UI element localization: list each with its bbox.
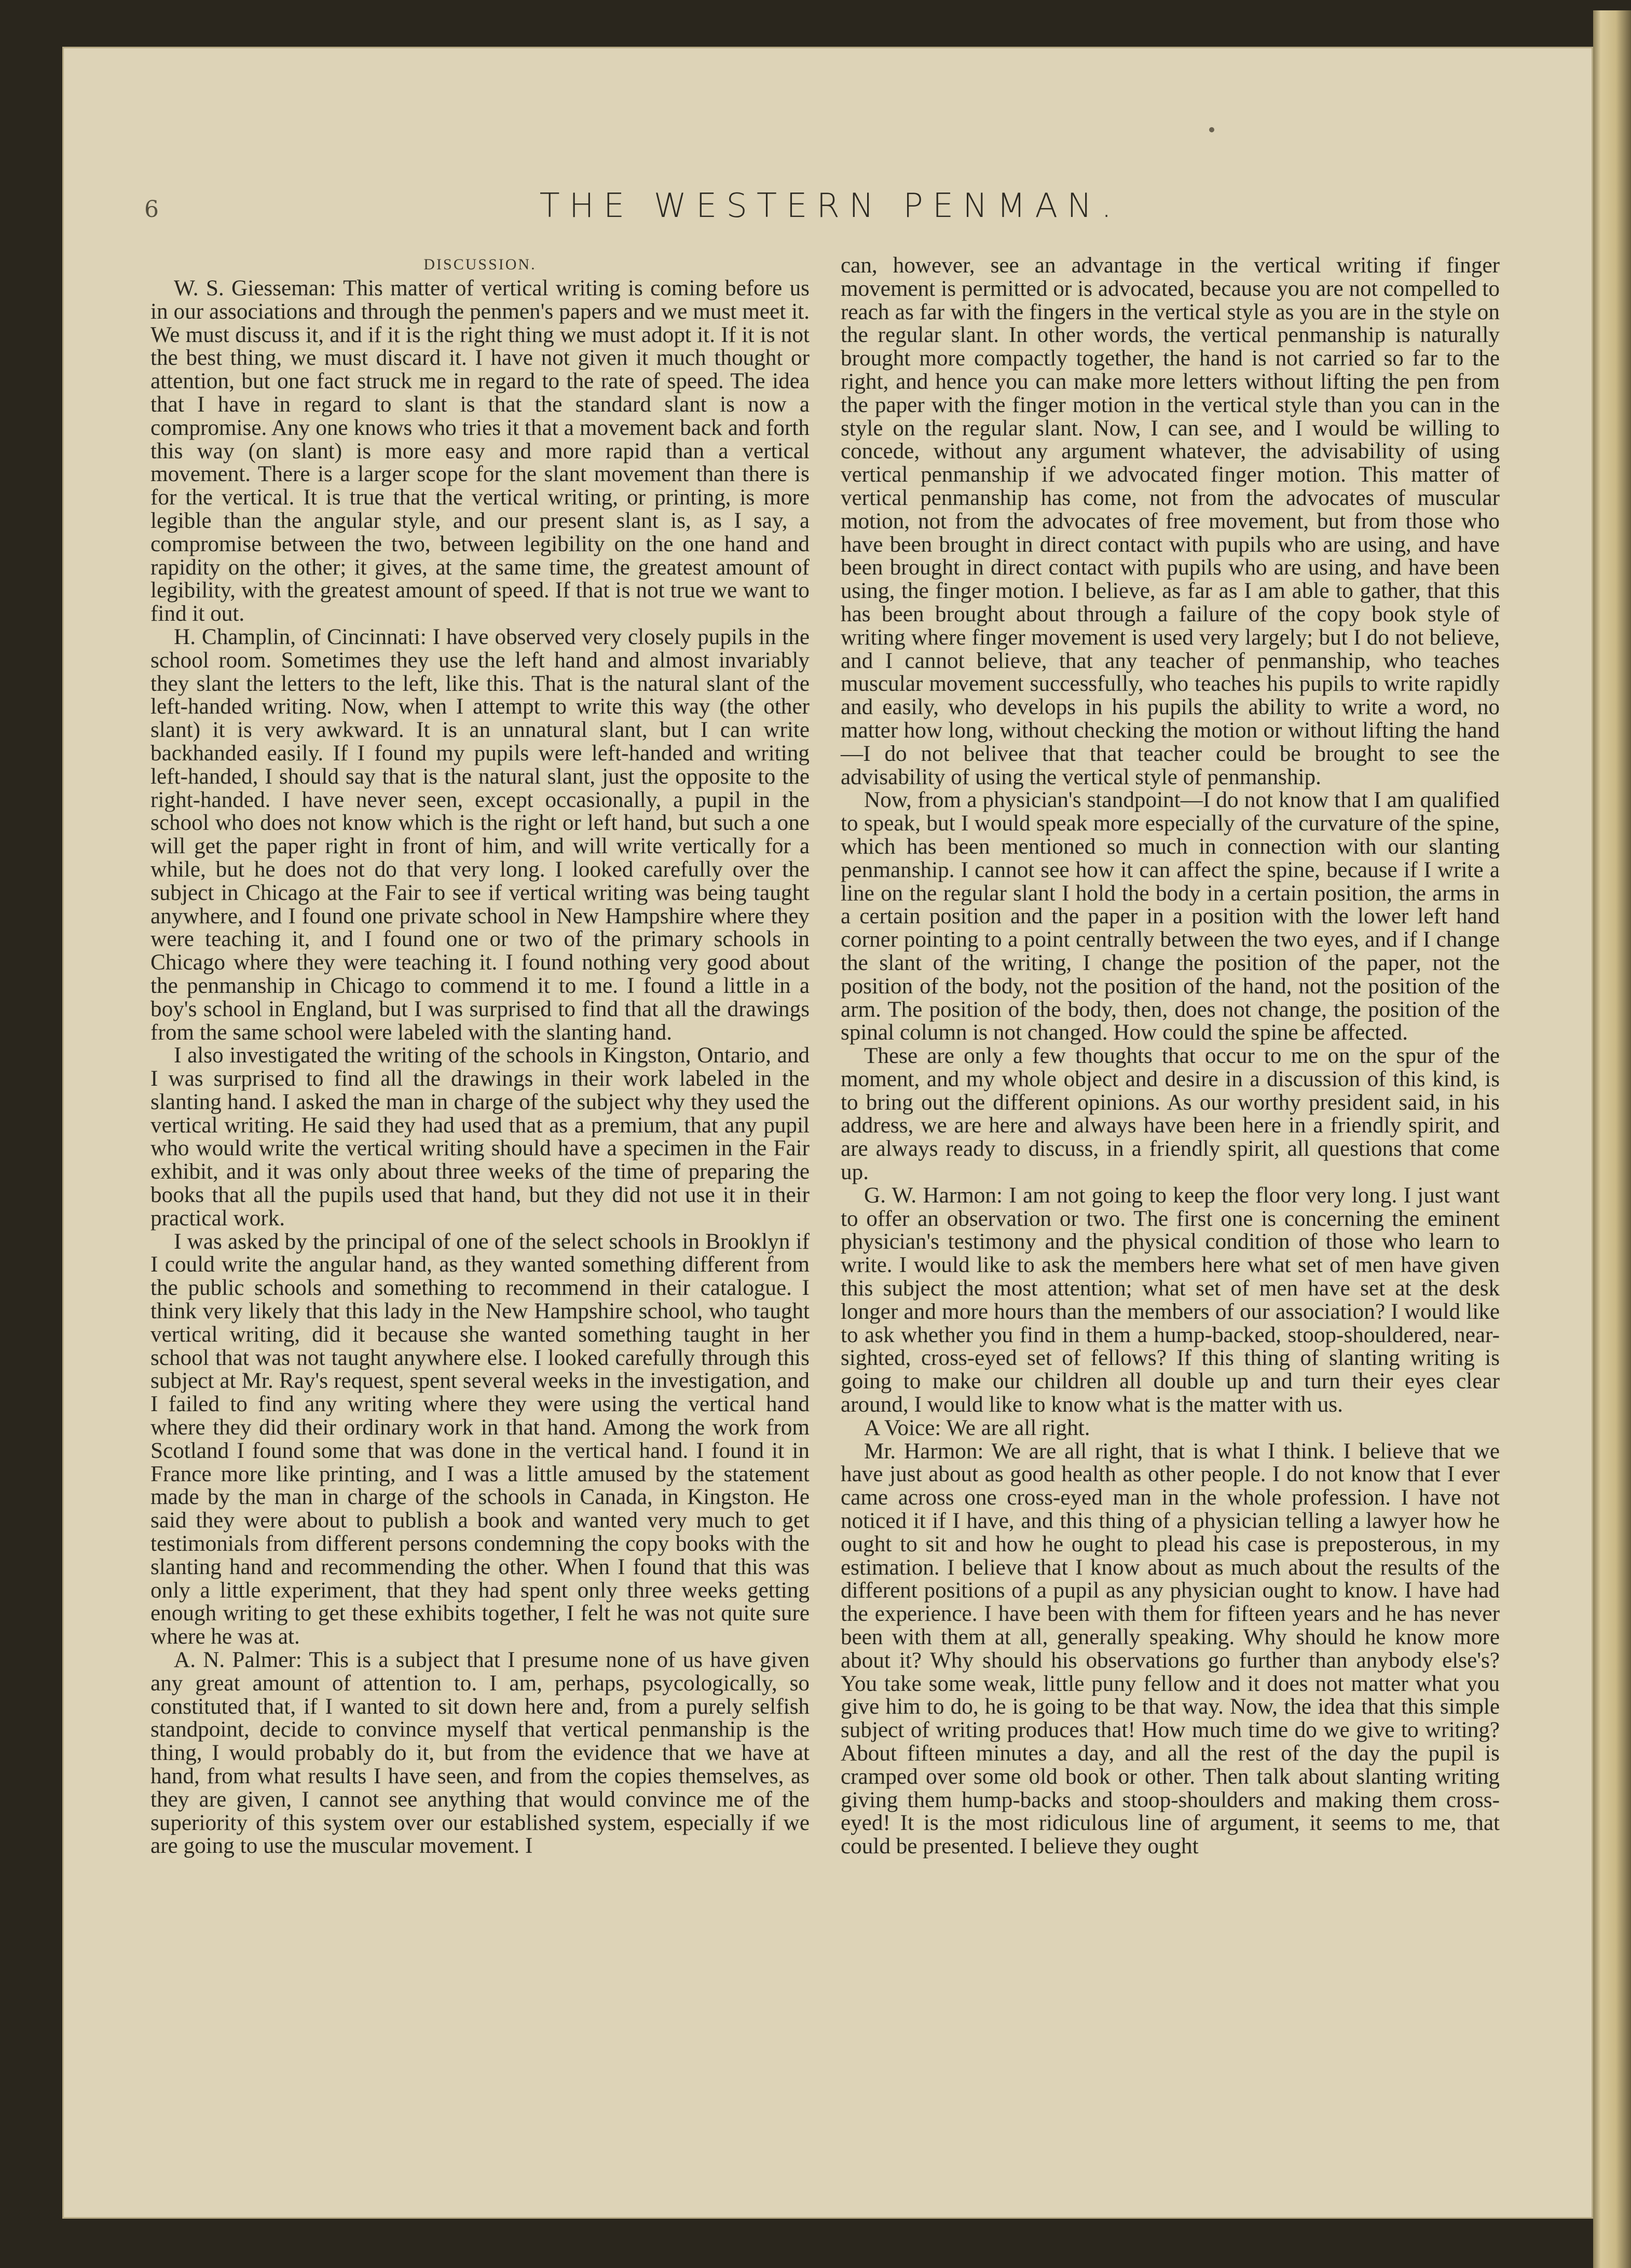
paragraph-voice: A Voice: We are all right. (864, 1415, 1090, 1440)
section-heading: DISCUSSION. (423, 256, 537, 273)
paragraph-palmer: A. N. Palmer: This is a subject that I presume none of us have given any great amount of attention to. I am, perhaps, psycologically, so constituted that, if I wanted to sit down here and, from a purely selfish standpoint, decide to convince myself that vertical penmanship is the thing, I would probably do it, but from the evidence that we have at hand, from what results I have seen, and from the copies themselves, as they are given, I cannot see anything that would convince me of the superiority of this system over our established system, especially if we are going to use the muscular movement. I (150, 1648, 810, 1859)
ink-spot (1209, 127, 1214, 132)
paragraph-brooklyn: I was asked by the principal of one of the select schools in Brooklyn if I could write the angular hand, as they wanted something different from the public schools and something to recommend in their catalogue. I think very likely that this lady in the New Hampshire school, who taught vertical writing, did it because she wanted something taught in her school that was not taught anywhere else. I looked carefully through this subject at Mr. Ray's request, spent several weeks in the investigation, and I failed to find any writing where they were using the vertical hand where they did their ordinary work in that hand. Among the work from Scotland I found some that was done in the vertical hand. I found it in France more like printing, and I was a little amused by the statement made by the man in charge of the schools in Canada, in Kingston. He said they were about to publish a book and wanted very much to get testimonials from different persons condemning the copy books with the slanting hand and recommending the other. When I found that this was only a little experiment, that they had spent only three weeks getting enough writing to get these exhibits together, I felt he was not quite sure where he was at. (150, 1229, 810, 1649)
paragraph-harmon-reply: Mr. Harmon: We are all right, that is what I think. I believe that we have just about as good health as other people. I do not know that I ever came across one cross-eyed man in the whole profession. I have not noticed it if I have, and this thing of a physician telling a lawyer how he ought to sit and how he ought to plead his case is preposterous, in my estimation. I believe that I know about as much about the results of the different positions of a pupil as any physician ought to know. I have had the experience. I have been with them for fifteen years and he has never been with them at all, generally speaking. Why should he know more about it? Why should his observations go further than anybody else's? You take some weak, little puny fellow and it does not matter what you give him to do, he is going to be that way. Now, the idea that this simple subject of writing produces that! How much time do we give to writing? About fifteen minutes a day, and all the rest of the day the pupil is cramped over some old book or other. Then talk about slanting writing giving them hump-backs and stoop-shoulders and making them cross-eyed! It is the most ridiculous line of argument, it seems to me, that could be presented. I believe they ought (841, 1439, 1500, 1859)
right-column (841, 254, 1500, 2081)
masthead-title: THE WESTERN PENMAN. (539, 187, 1121, 225)
paragraph-giesseman: W. S. Giesseman: This matter of vertical writing is coming before us in our associations and through the penmen's papers and we must meet it. We must discuss it, and if it is the right thing we must adopt it. If it is not the best thing, we must discard it. I have not given it much thought or attention, but one fact struck me in regard to the rate of speed. The idea that I have in regard to slant is that the standard slant is now a compromise. Any one knows who tries it that a movement back and forth this way (on slant) is more easy and more rapid than a vertical movement. There is a larger scope for the slant movement than there is for the vertical. It is true that the vertical writing, or printing, is more legible than the angular style, and our present slant is, as I say, a compromise between the two, between legibility on the one hand and rapidity on the other; it gives, at the same time, the greatest amount of legibility, with the greatest amount of speed. If that is not true we want to find it out. (150, 276, 810, 626)
article-columns (150, 254, 1500, 2081)
paragraph-thoughts: These are only a few thoughts that occur to me on the spur of the moment, and my whole object and desire in a discussion of this kind, is to bring out the different opinions. As our worthy president said, in his address, we are here and always have been here in a friendly spirit, and are always ready to discuss, in a friendly spirit, all questions that come up. (841, 1044, 1500, 1185)
paragraph-harmon: G. W. Harmon: I am not going to keep the floor very long. I just want to offer an observation or two. The first one is concerning the eminent physician's testimony and the physical condition of those who learn to write. I would like to ask the members here what set of men have given this subject the most attention; what set of men have set at the desk longer and more hours than the members of our association? I would like to ask whether you find in them a hump-backed, stoop-shouldered, near-sighted, cross-eyed set of fellows? If this thing of slanting writing is going to make our children all double up and turn their eyes clear around, I would like to know what is the matter with us. (841, 1183, 1500, 1417)
left-column (150, 254, 810, 2081)
page-number: 6 (144, 196, 159, 223)
paragraph-kingston: I also investigated the writing of the schools in Kingston, Ontario, and I was surprised to find all the drawings in their work labeled in the slanting hand. I asked the man in charge of the subject why they used the vertical writing. He said they had used that as a premium, that any pupil who would write the vertical writing should have a specimen in the Fair exhibit, and it was only about three weeks of the time of preparing the books that all the pupils used that hand, but they did not use it in their practical work. (150, 1043, 810, 1231)
paragraph-palmer-continued: can, however, see an advantage in the vertical writing if finger movement is permitted or is advocated, because you are not compelled to reach as far with the fingers in the vertical style as you are in the style on the regular slant. In other words, the vertical penmanship is naturally brought more compactly together, the hand is not carried so far to the right, and hence you can make more letters without lifting the pen from the paper with the finger motion in the vertical style than you can in the style on the regular slant. Now, I can see, and I would be willing to concede, without any argument whatever, the advisability of using vertical penmanship if we advocated finger motion. This matter of vertical penmanship has come, not from the advocates of muscular motion, not from the advocates of free movement, but from those who have been brought in direct contact with pupils who are using, and have been brought in direct contact with pupils who are using, and have been using, the finger motion. I believe, as far as I am able to gather, that this has been brought about through a failure of the copy book style of writing where finger movement is used very largely; but I do not believe, and I cannot believe, that any teacher of penmanship, who teaches muscular movement successfully, who teaches his pupils to write rapidly and easily, who develops in his pupils the ability to write a word, no matter how long, without checking the motion or without lifting the hand—I do not belivee that that teacher could be brought to see the advisability of using the vertical style of penmanship. (841, 253, 1500, 789)
paragraph-physician: Now, from a physician's standpoint—I do not know that I am qualified to speak, but I would speak more especially of the curvature of the spine, which has been mentioned so much in connection with our slanting penmanship. I cannot see how it can affect the spine, because if I write a line on the regular slant I hold the body in a certain position, the arms in a certain position and the paper in a position with the lower left hand corner pointing to a point centrally between the two eyes, and if I change the slant of the writing, I change the position of the paper, not the position of the body, not the position of the hand, not the position of the arm. The position of the body, then, does not change, the position of the spinal column is not changed. How could the spine be affected. (841, 788, 1500, 1045)
paragraph-champlin: H. Champlin, of Cincinnati: I have observed very closely pupils in the school room. Sometimes they use the left hand and almost invariably they slant the letters to the left, like this. That is the natural slant of the left-handed writing. Now, when I attempt to write this way (the other slant) it is very awkward. It is an unnatural slant, but I can write backhanded easily. If I found my pupils were left-handed and writing left-handed, I should say that is the natural slant, just the opposite to the right-handed. I have never seen, except occasionally, a pupil in the school who does not know which is the right or left hand, but such a one will get the paper right in front of him, and will write vertically for a while, but he does not do that very long. I looked carefully over the subject in Chicago at the Fair to see if vertical writing was being taught anywhere, and I found one private school in New Hampshire where they were teaching it, and I found one or two of the primary schools in Chicago where they were teaching it. I found nothing very good about the penmanship in Chicago to commend it to me. I found a little in a boy's school in England, but I was surprised to find that all the drawings from the same school were labeled with the slanting hand. (150, 624, 810, 1045)
page-edge (1593, 10, 1631, 2268)
